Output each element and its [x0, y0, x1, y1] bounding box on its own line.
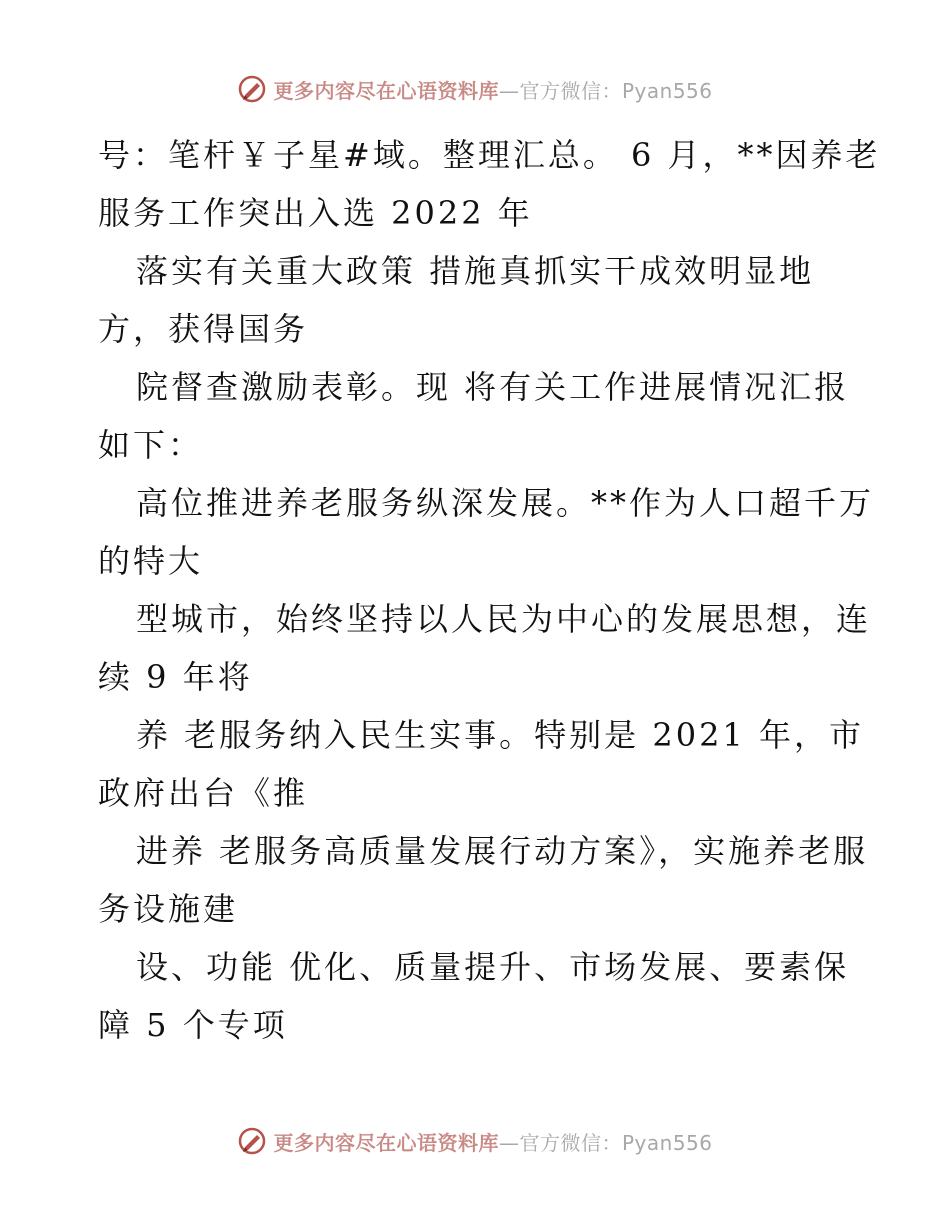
text-line: 方，获得国务: [98, 310, 309, 348]
text-line: 的特大: [98, 542, 204, 580]
text-line: 号：笔杆￥子星#域。整理汇总。 6 月，**因养老: [98, 136, 881, 174]
text-line: 障 5 个专项: [98, 1006, 288, 1044]
watermark-label: 官方微信：: [519, 1130, 622, 1155]
text-line: 服务工作突出入选 2022 年: [98, 194, 533, 232]
text-line: 养 老服务纳入民生实事。特别是 2021 年，市: [136, 716, 864, 754]
text-line: 高位推进养老服务纵深发展。**作为人口超千万: [136, 484, 875, 522]
pen-logo-icon: [237, 74, 267, 104]
footer-watermark: [0, 1124, 950, 1158]
text-line: 院督查激励表彰。现 将有关工作进展情况汇报: [136, 368, 850, 406]
text-line: 落实有关重大政策 措施真抓实干成效明显地: [136, 252, 815, 290]
pen-logo-icon: [237, 1126, 267, 1156]
watermark-brand: 更多内容尽在心语资料库: [273, 78, 499, 103]
text-line: 设、功能 优化、质量提升、市场发展、要素保: [136, 948, 850, 986]
watermark-brand: 更多内容尽在心语资料库: [273, 1130, 499, 1155]
text-line: 续 9 年将: [98, 658, 253, 696]
watermark-separator: —: [498, 78, 520, 103]
text-line: 如下：: [98, 426, 204, 464]
watermark-label: 官方微信：: [519, 78, 622, 103]
watermark-separator: —: [498, 1130, 520, 1155]
text-line: 型城市，始终坚持以人民为中心的发展思想，连: [136, 600, 872, 638]
watermark-account: Pyan556: [621, 78, 713, 103]
watermark-account: Pyan556: [621, 1130, 713, 1155]
text-line: 进养 老服务高质量发展行动方案》，实施养老服: [136, 832, 869, 870]
document-body: [98, 126, 881, 1054]
text-line: 务设施建: [98, 890, 239, 928]
header-watermark: [0, 72, 950, 106]
text-line: 政府出台《推: [98, 774, 309, 812]
